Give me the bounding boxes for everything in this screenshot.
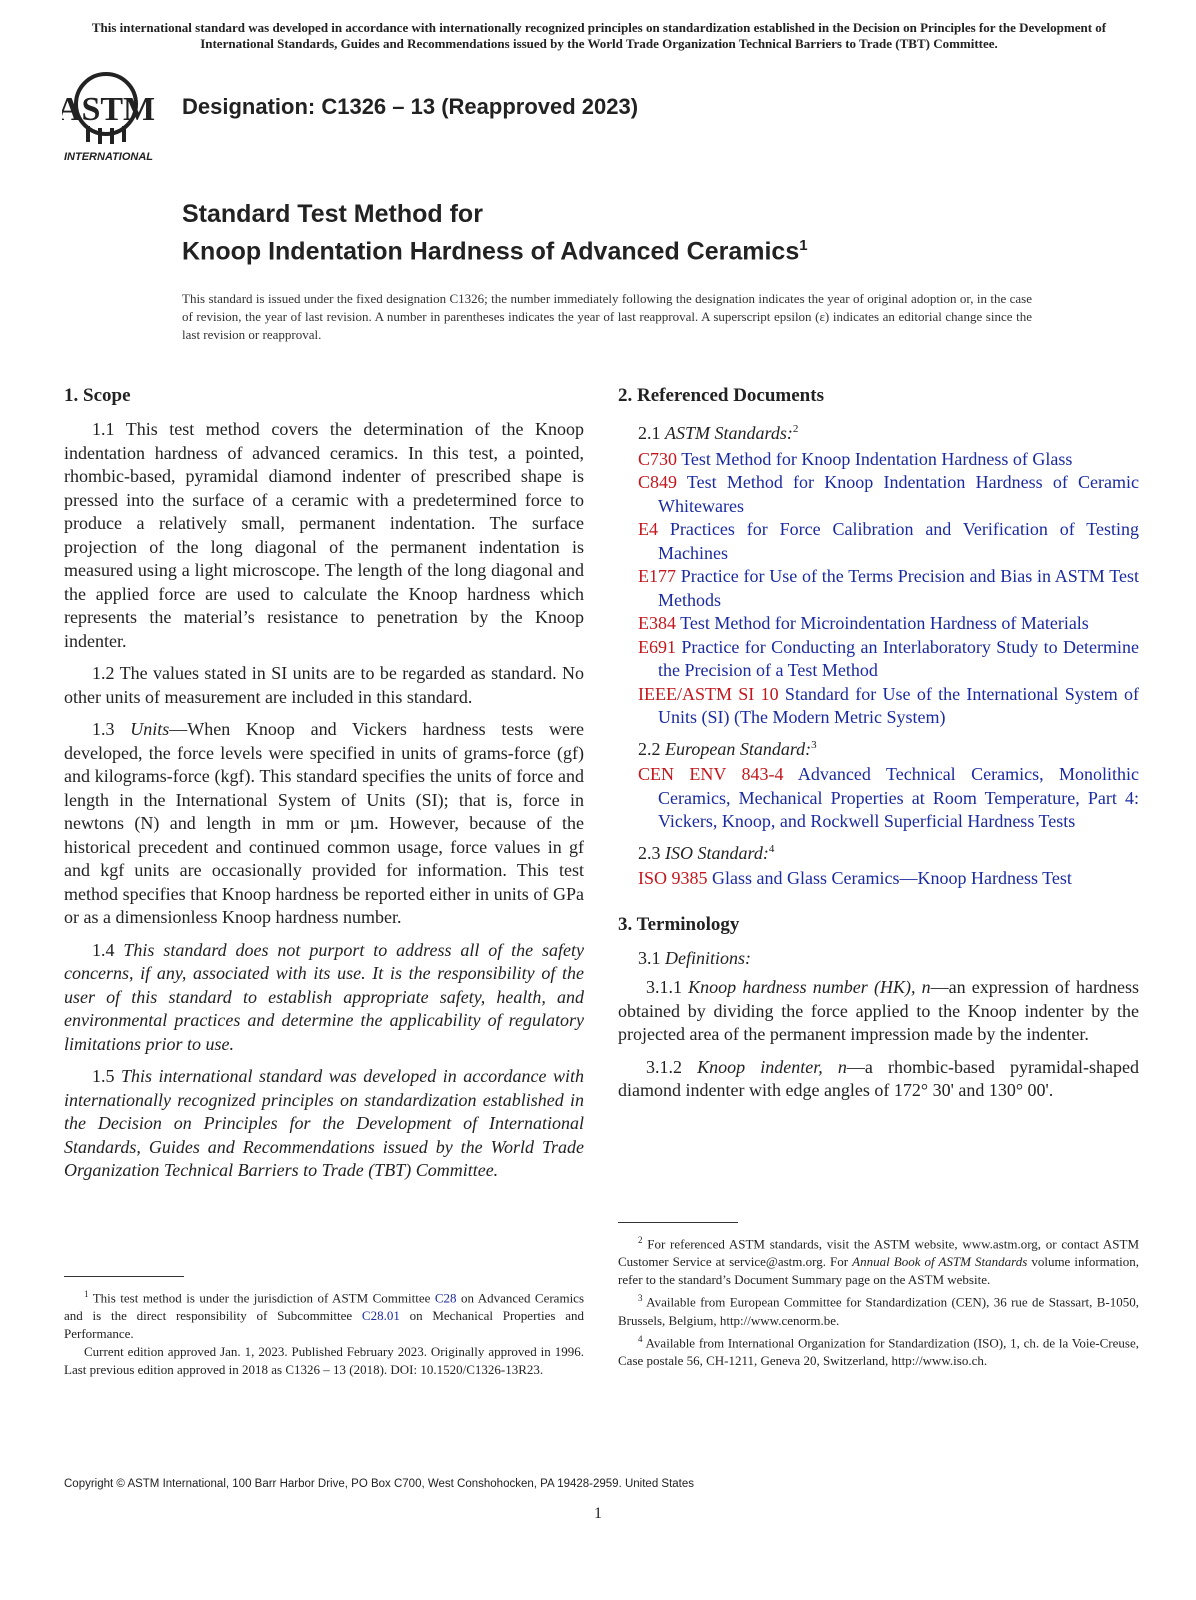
eu-code[interactable]: CEN ENV 843-4 (638, 764, 784, 784)
scope-1-5 (64, 1065, 584, 1183)
astm-item[interactable] (638, 518, 1139, 565)
astm-title[interactable]: Test Method for Knoop Indentation Hardness of Glass (677, 448, 1073, 469)
footnote-4-mark: 4 (638, 1333, 643, 1344)
footnote-1-edition: Current edition approved Jan. 1, 2023. Published February 2023. Originally approved in 1996. Last previous edition approved in 2018 as C1326 – 13 (2018). DOI: 10.1520/C1326-13R23. (64, 1344, 584, 1378)
astm-code[interactable]: E177 (638, 566, 676, 586)
left-column (64, 384, 584, 1192)
logo-subtext: INTERNATIONAL (64, 151, 154, 163)
subcommittee-c28-01-link[interactable]: C28.01 (361, 1308, 400, 1324)
scope-1-5-num: 1.5 (92, 1066, 121, 1086)
scope-1-3-num: 1.3 (92, 719, 131, 739)
astm-code[interactable]: E4 (638, 519, 658, 539)
term-3-1-2-term: Knoop indenter, n (697, 1056, 847, 1077)
astm-item[interactable] (638, 683, 1139, 730)
astm-title[interactable]: Test Method for Knoop Indentation Hardness of Ceramic Whitewares (658, 472, 1139, 516)
title-footnote-mark: 1 (799, 237, 808, 254)
top-notice: This international standard was developed in accordance with internationally recognized principles on standardization established in the Decision on Principles for the Development of International Standards, Guides and Recommendations issued by the World Trade Organization Technical Barriers to Trade (TBT) Committee. (91, 20, 1107, 51)
footnote-1 (64, 1285, 584, 1343)
scope-1-1: 1.1 This test method covers the determination of the Knoop indentation hardness of advanced ceramics. In this test, a pointed, rhombic-based, pyramidal diamond indenter of prescribed shape is pressed into the surface of a ceramic with a predetermined force to produce a relatively small, permanent indentation. The surface projection of the long diagonal of the permanent indentation is measured using a light microscope. The length of the long diagonal and the applied force are used to calculate the Knoop hardness which represents the material’s resistance to penetration by the Knoop indenter. (64, 419, 584, 651)
preamble: This standard is issued under the fixed designation C1326; the number immediately following the designation indicates the year of original adoption or, in the case of revision, the year of last revision. A number in parentheses indicates the year of last reapproval. A superscript epsilon (ε) indicates an editorial change since the last revision or reapproval. (182, 291, 1032, 342)
astm-standards-label (638, 418, 1139, 446)
footnote-3-mark: 3 (638, 1293, 643, 1304)
footnote-2-mark: 2 (638, 1235, 643, 1245)
astm-code[interactable]: C730 (638, 448, 678, 469)
european-standard-label (638, 734, 1139, 762)
def-label: Definitions: (665, 947, 751, 968)
european-reference-list (618, 763, 1139, 834)
footnote-rule-left (64, 1276, 184, 1277)
term-3-1-1 (618, 976, 1139, 1047)
astm-code[interactable]: E691 (638, 636, 676, 657)
astm-item[interactable] (638, 471, 1139, 518)
eu-title[interactable]: Advanced Technical Ceramics, Monolithic Ceramics, Mechanical Properties at Room Temperature, Part 4: Vickers, Knoop, and Rockwell Superficial Hardness Tests (658, 764, 1139, 831)
term-3-1-1-term: Knoop hardness number (HK), n (688, 977, 931, 997)
logo-text: ASTM (62, 91, 156, 128)
designation: Designation: C1326 – 13 (Reapproved 2023) (182, 94, 639, 119)
astm-item[interactable] (638, 636, 1139, 683)
iso-label: ISO Standard: (665, 842, 769, 863)
astm-item[interactable] (638, 448, 1139, 472)
term-3-1-2-num: 3.1.2 (646, 1056, 698, 1077)
scope-1-3-text: —When Knoop and Vickers hardness tests were developed, the force levels were specified in units of grams-force (gf) and kilograms-force (kgf). This standard specifies the units of force and length in the International System of Units (SI); that is, force in newtons (N) and length in mm or µm. However, because of the historical precedent and continued common usage, force values in gf and kgf units are occasionally provided for information. This test method specifies that Knoop hardness be reported either in units of GPa or as a dimensionless Knoop hardness number. (64, 719, 584, 927)
iso-num: 2.3 (638, 842, 665, 863)
astm-reference-list (618, 448, 1139, 730)
astm-code[interactable]: IEEE/ASTM SI 10 (638, 683, 779, 704)
astm-logo (62, 68, 170, 168)
scope-1-3-label: Units (130, 719, 170, 739)
scope-1-2: 1.2 The values stated in SI units are to be regarded as standard. No other units of measurement are included in this standard. (64, 663, 584, 707)
eu-footnote-mark: 3 (811, 738, 817, 751)
iso-item[interactable] (638, 867, 1139, 891)
title-line-1: Standard Test Method for (182, 200, 483, 228)
astm-title[interactable]: Practice for Conducting an Interlaboratory Study to Determine the Precision of a Test Method (658, 636, 1139, 680)
astm-code[interactable]: E384 (638, 613, 676, 633)
astm-footnote-mark: 2 (792, 423, 799, 435)
scope-1-3 (64, 718, 584, 930)
footnote-2-text-a: For referenced ASTM standards, visit the ASTM website, www.astm.org, or contact ASTM Customer Service at service@astm.org. For (618, 1236, 1139, 1270)
scope-1-4 (64, 939, 584, 1057)
scope-1-4-text: This standard does not purport to address all of the safety concerns, if any, associated with its use. It is the responsibility of the user of this standard to establish appropriate safety, health, and environmental practices and determine the applicability of regulatory limitations prior to use. (64, 939, 585, 1054)
footnote-1-text-b: on Advanced Ceramics and is the direct responsibility of Subcommittee (64, 1290, 585, 1324)
footnote-1-mark: 1 (84, 1289, 89, 1299)
footnote-rule-right (618, 1222, 738, 1223)
astm-title[interactable]: Test Method for Microindentation Hardness of Materials (676, 613, 1089, 633)
terminology-heading: 3. Terminology (618, 913, 740, 935)
astm-label: ASTM Standards: (665, 423, 793, 443)
astm-item[interactable] (638, 565, 1139, 612)
eu-label: European Standard: (665, 738, 812, 759)
scope-1-5-text: This international standard was developed in accordance with internationally recognized principles on standardization established in the Decision on Principles for the Development of International Standards, Guides and Recommendations issued by the World Trade Organization Technical Barriers to Trade (TBT) Committee. (64, 1066, 584, 1180)
right-footnotes (618, 1222, 1139, 1370)
eu-item[interactable] (638, 763, 1139, 834)
footnote-1-text-a: This test method is under the jurisdiction of ASTM Committee (88, 1290, 435, 1306)
footnote-2 (618, 1231, 1139, 1289)
iso-code[interactable]: ISO 9385 (638, 868, 708, 888)
term-3-1-2-text: —a rhombic-based pyramidal-shaped diamond indenter with edge angles of 172° 30' and 130° 00'. (618, 1056, 1140, 1100)
copyright-line: Copyright © ASTM International, 100 Barr Harbor Drive, PO Box C700, West Conshohocken, PA 19428-2959. United States (64, 1478, 695, 1490)
references-heading: 2. Referenced Documents (618, 385, 824, 406)
right-column (618, 384, 1139, 1112)
committee-c28-link[interactable]: C28 (434, 1290, 457, 1306)
footnote-3-text: Available from European Committee for Standardization (CEN), 36 rue de Stassart, B-1050, Brussels, Belgium, http://www.cenorm.be. (618, 1294, 1139, 1328)
astm-item[interactable] (638, 612, 1139, 636)
iso-footnote-mark: 4 (768, 842, 775, 855)
footnote-3 (618, 1289, 1139, 1329)
page-number: 1 (594, 1505, 602, 1522)
footnote-4 (618, 1330, 1139, 1370)
footnote-4-text: Available from International Organization for Standardization (ISO), 1, ch. de la Voie-Creuse, Case postale 56, CH-1211, Geneva 20, Switzerland, http://www.iso.ch. (618, 1334, 1139, 1368)
astm-num: 2.1 (638, 423, 665, 443)
iso-title[interactable]: Glass and Glass Ceramics—Knoop Hardness Test (707, 868, 1072, 888)
term-3-1-1-text: —an expression of hardness obtained by dividing the force applied to the Knoop indenter by the projected area of the permanent impression made by the indenter. (618, 977, 1139, 1044)
astm-code[interactable]: C849 (638, 472, 678, 492)
definitions-label (638, 947, 1139, 971)
term-3-1-1-num: 3.1.1 (646, 977, 689, 997)
iso-standard-label (638, 838, 1139, 866)
def-num: 3.1 (638, 947, 665, 968)
astm-title[interactable]: Practice for Use of the Terms Precision and Bias in ASTM Test Methods (658, 566, 1139, 610)
footnote-2-text-b: volume information, refer to the standard’s Document Summary page on the ASTM website. (618, 1254, 1140, 1288)
footnote-2-italic: Annual Book of ASTM Standards (852, 1254, 1028, 1270)
astm-title[interactable]: Standard for Use of the International System of Units (SI) (The Modern Metric System) (658, 683, 1139, 727)
scope-1-4-num: 1.4 (92, 939, 124, 960)
scope-heading: 1. Scope (64, 385, 131, 406)
left-footnotes (64, 1276, 584, 1379)
document-title (182, 198, 808, 267)
iso-reference-list (618, 867, 1139, 891)
footnote-1-text-c: on Mechanical Properties and Performance. (64, 1308, 584, 1342)
term-3-1-2 (618, 1056, 1139, 1103)
astm-title[interactable]: Practices for Force Calibration and Verification of Testing Machines (658, 519, 1139, 563)
eu-num: 2.2 (638, 738, 665, 759)
title-line-2: Knoop Indentation Hardness of Advanced Ceramics (182, 237, 800, 266)
